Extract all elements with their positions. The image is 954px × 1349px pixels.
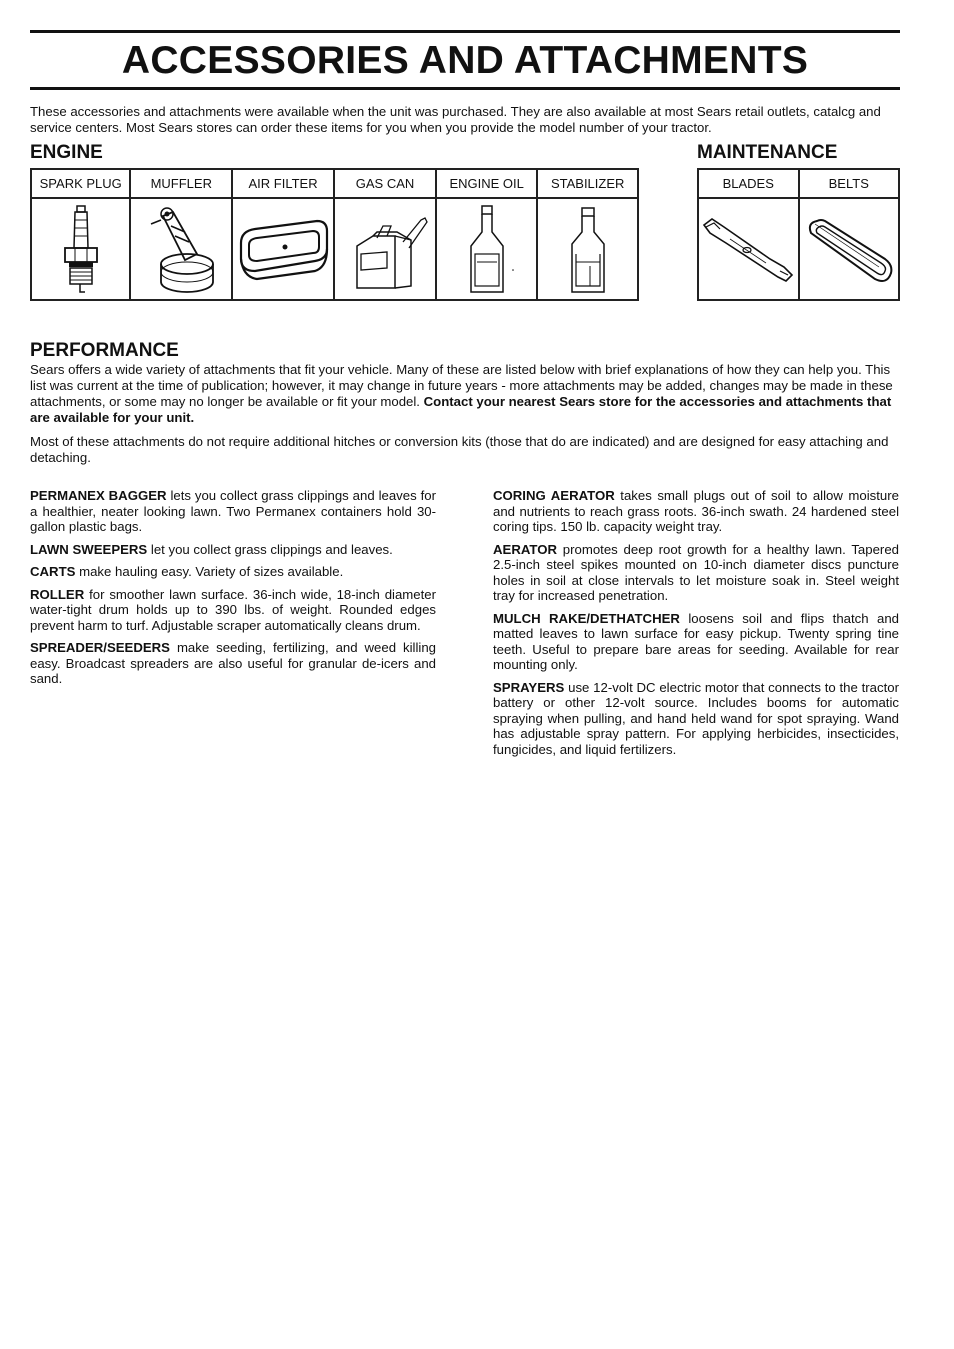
attachment-desc: lets you collect grass clippings and leaves for a healthier, neater looking lawn. Two Permanex containers hold 30-gallon plastic bags. (30, 488, 436, 534)
engine-item-label: ENGINE OIL (436, 169, 537, 198)
attachment-name: MULCH RAKE/DETHATCHER (493, 610, 680, 626)
spark-plug-icon (51, 202, 111, 296)
engine-parts-table (30, 168, 639, 301)
maintenance-item-label: BLADES (698, 169, 799, 198)
attachment-desc: takes small plugs out of soil to allow moisture and nutrients to reach grass roots. 36-inch swath. 24 hardened steel coring tips. 150 lb. capacity weight tray. (493, 488, 899, 534)
oil-bottle-icon (457, 202, 517, 296)
engine-heading: ENGINE (30, 142, 103, 163)
attachment-entry (493, 542, 899, 604)
stabilizer-cell (537, 198, 638, 300)
spark-plug-cell (31, 198, 130, 300)
attachment-name: PERMANEX BAGGER (30, 488, 167, 503)
attachment-desc: let you collect grass clippings and leaves. (150, 541, 393, 557)
title-rule (30, 87, 900, 90)
attachment-desc: promotes deep root growth for a healthy lawn. Tapered 2.5-inch steel spikes mounted on 10-inch diameter discs puncture holes in soil at close intervals to let moisture soak in. Steel weight tray for increased penetration. (493, 541, 899, 603)
stabilizer-bottle-icon (558, 202, 618, 296)
engine-item-label: STABILIZER (537, 169, 638, 198)
attachment-entry (30, 640, 436, 687)
blades-cell (698, 198, 799, 300)
mower-blade-icon (700, 209, 796, 289)
top-rule (30, 30, 900, 33)
maintenance-parts-table (697, 168, 900, 301)
performance-text: Sears offers a wide variety of attachments that fit your vehicle. Many of these are listed below with brief explanations of how they can help you. This list was current at the time of publication; however, it may change in future years - more attachments may be added, changes may be made in these attachments, or some may no longer be available or fit your model. (30, 362, 893, 409)
engine-item-label: GAS CAN (334, 169, 436, 198)
air-filter-icon (235, 209, 331, 289)
muffler-icon (141, 202, 221, 296)
parts-section (30, 142, 900, 332)
engine-oil-cell (436, 198, 537, 300)
attachment-entry (30, 542, 436, 558)
maintenance-item-label: BELTS (799, 169, 900, 198)
attachment-entry (493, 680, 899, 758)
performance-heading: PERFORMANCE (30, 340, 179, 361)
attachment-name: AERATOR (493, 541, 557, 557)
engine-item-label: SPARK PLUG (31, 169, 130, 198)
attachment-name: SPRAYERS (493, 679, 565, 695)
belts-cell (799, 198, 900, 300)
attachment-name: CARTS (30, 564, 76, 579)
gas-can-cell (334, 198, 436, 300)
performance-note: Most of these attachments do not require additional hitches or conversion kits (those that do are indicated) and are designed for easy attaching and detaching. (30, 434, 889, 465)
attachment-entry (30, 587, 436, 634)
attachments-left-column (30, 488, 436, 694)
drive-belt-icon (801, 209, 897, 289)
attachment-name: SPREADER/SEEDERS (30, 640, 170, 655)
attachment-name: ROLLER (30, 586, 85, 602)
attachment-desc: use 12-volt DC electric motor that connects to the tractor battery or other 12-volt source. Includes booms for automatic spraying when pulling, and hand held wand for spot spraying. Wand has adjustable spray pattern. For applying herbicides, insecticides, fungicides, and liquid fertilizers. (493, 679, 899, 757)
engine-item-label: MUFFLER (130, 169, 232, 198)
attachment-entry (493, 611, 899, 673)
muffler-cell (130, 198, 232, 300)
page (30, 30, 900, 757)
attachment-entry (493, 488, 899, 535)
attachment-desc: loosens soil and flips thatch and matted leaves to lawn surface for easy pickup. Twenty spring tine teeth. Useful to prepare bare areas for seeding. Available for rear mounting only. (493, 610, 900, 672)
attachment-name: CORING AERATOR (493, 488, 615, 503)
performance-paragraph (30, 362, 900, 426)
attachment-entry (30, 488, 436, 535)
air-filter-cell (232, 198, 334, 300)
attachment-desc: make seeding, fertilizing, and weed killing easy. Broadcast spreaders are also useful for granular de-icers and sand. (30, 640, 436, 686)
intro-paragraph: These accessories and attachments were available when the unit was purchased. They are also available at most Sears retail outlets, catalcg and service centers. Most Sears stores can order these items for you when you provide the model number of your tractor. (30, 104, 881, 135)
gas-can-icon (337, 202, 433, 296)
engine-item-label: AIR FILTER (232, 169, 334, 198)
attachment-entry (30, 564, 436, 580)
attachment-name: LAWN SWEEPERS (30, 541, 148, 557)
attachments-right-column (493, 488, 899, 764)
page-title: ACCESSORIES AND ATTACHMENTS (121, 39, 809, 82)
maintenance-heading: MAINTENANCE (697, 142, 838, 163)
attachment-desc: for smoother lawn surface. 36-inch wide, 18-inch diameter water-tight drum holds up to 390 lbs. of weight. Rounded edges prevent harm to turf. Adjustable scraper automatically cleans drum. (30, 586, 437, 633)
performance-contact-note: Contact your nearest Sears store for the accessories and attachments that are available for your unit. (30, 394, 892, 425)
attachment-desc: make hauling easy. Variety of sizes available. (79, 564, 344, 579)
